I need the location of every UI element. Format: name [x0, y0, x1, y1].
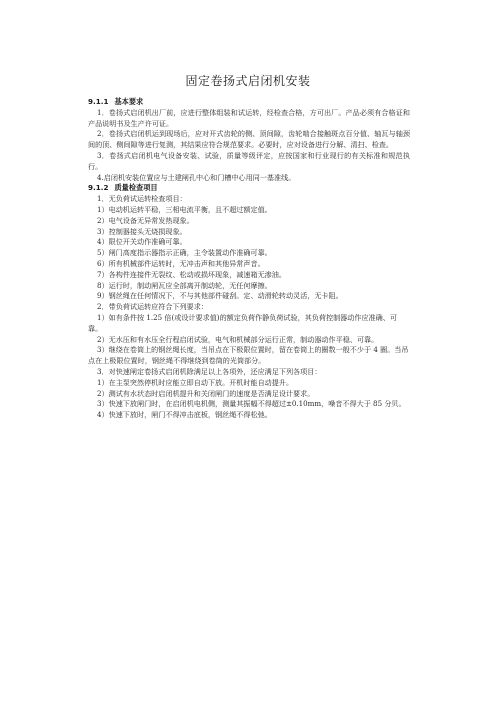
paragraph: 3．卷扬式启闭机电气设备安装、试验，质量等级评定，应按国家和行业现行的有关标准和规范执行。 [88, 150, 410, 171]
list-item: 6）所有机械部件运转时，无冲击声和其他异常声音。 [97, 258, 265, 268]
paragraph: 4.启闭机安装位置应与土建闸孔中心和门槽中心用同一基准线。 [97, 172, 296, 182]
list-item: 8）运行时，制动闸瓦应全部离开制动轮，无任何摩擦。 [97, 280, 272, 290]
section-heading-9-1-2 [88, 183, 410, 194]
list-item: 2）无水压和有水压全行程启闭试验，电气和机械部分运行正常，制动器动作平稳、可靠。 [97, 334, 379, 344]
list-item: 3）继绕在卷筒上的钢丝绳长度，当吊点在下极限位置时，留在卷筒上的圈数一般不少于 4 圈。当吊点在上极限位置时，钢丝绳不得继绕到卷筒的光筒部分。 [88, 345, 409, 366]
section-title: 基本要求 [114, 97, 144, 106]
paragraph: 2．卷扬式启闭机运到现场后，应对开式齿轮的侧、顶间隙，齿轮啮合接触斑点百分值、轴瓦与轴颈间的顶、侧间隙等进行复测，其结果应符合规范要求。必要时，应对设备进行分解、清扫、检查。 [88, 129, 410, 150]
list-item: 3．对快速闸定卷扬式启闭机除满足以上各项外，还应满足下列各项目： [97, 366, 322, 376]
list-item: 3）控制器接头无烧损现象。 [97, 226, 187, 236]
list-item: 3）快速下放闸门时，在启闭机电机侧，测量其振幅不得超过±0.10mm，噪音不得大于 85 分贝。 [97, 399, 406, 409]
section-title: 质量检查项目 [114, 183, 158, 193]
paragraph: 1．卷扬式启闭机出厂前，应进行整体组装和试运转，经检查合格，方可出厂。产品必须有合格证和产品说明书及生产许可证。 [88, 107, 410, 128]
section-number: 9.1.1 [88, 97, 109, 106]
list-item: 2）电气设备无异常发热现象。 [97, 215, 194, 225]
list-item: 9）钢丝绳在任何情况下，不与其他部件碰刮。定、动滑轮转动灵活，无卡阻。 [97, 291, 343, 301]
list-item: 5）闸门高度指示器指示正确，主令装置动作准确可靠。 [97, 248, 272, 258]
list-item: 1）在主泵突然停机时应能立即自动下放。开机时能自动提升。 [97, 377, 294, 387]
list-item: 1．无负荷试运转检查项目： [97, 194, 187, 204]
page-title: 固定卷扬式启闭机安装 [185, 74, 311, 88]
section-heading-9-1-1 [88, 97, 410, 108]
list-item: 2）测试有水状态时启闭机提升和关闭闸门的速度是否满足设计要求。 [97, 388, 315, 398]
document-body [88, 97, 410, 421]
list-item: 7）各构件连接件无裂纹、松动或损坏现象，减速箱无渗油。 [97, 269, 286, 279]
list-item: 4）快速下放时，闸门不得冲击底板，钢丝绳不得松弛。 [97, 410, 272, 420]
list-item: 1）电动机运转平稳，三相电流平衡，且不超过额定值。 [97, 204, 272, 214]
section-number: 9.1.2 [88, 183, 109, 193]
list-item: 4）限位开关动作准确可靠。 [97, 237, 187, 247]
list-item: 2．带负荷试运转应符合下列要求： [97, 302, 208, 312]
list-item: 1）如有条件按 1.25 倍(或设计要求值)的额定负荷作静负荷试验，其负荷控制器动作应准确、可靠。 [88, 312, 397, 333]
